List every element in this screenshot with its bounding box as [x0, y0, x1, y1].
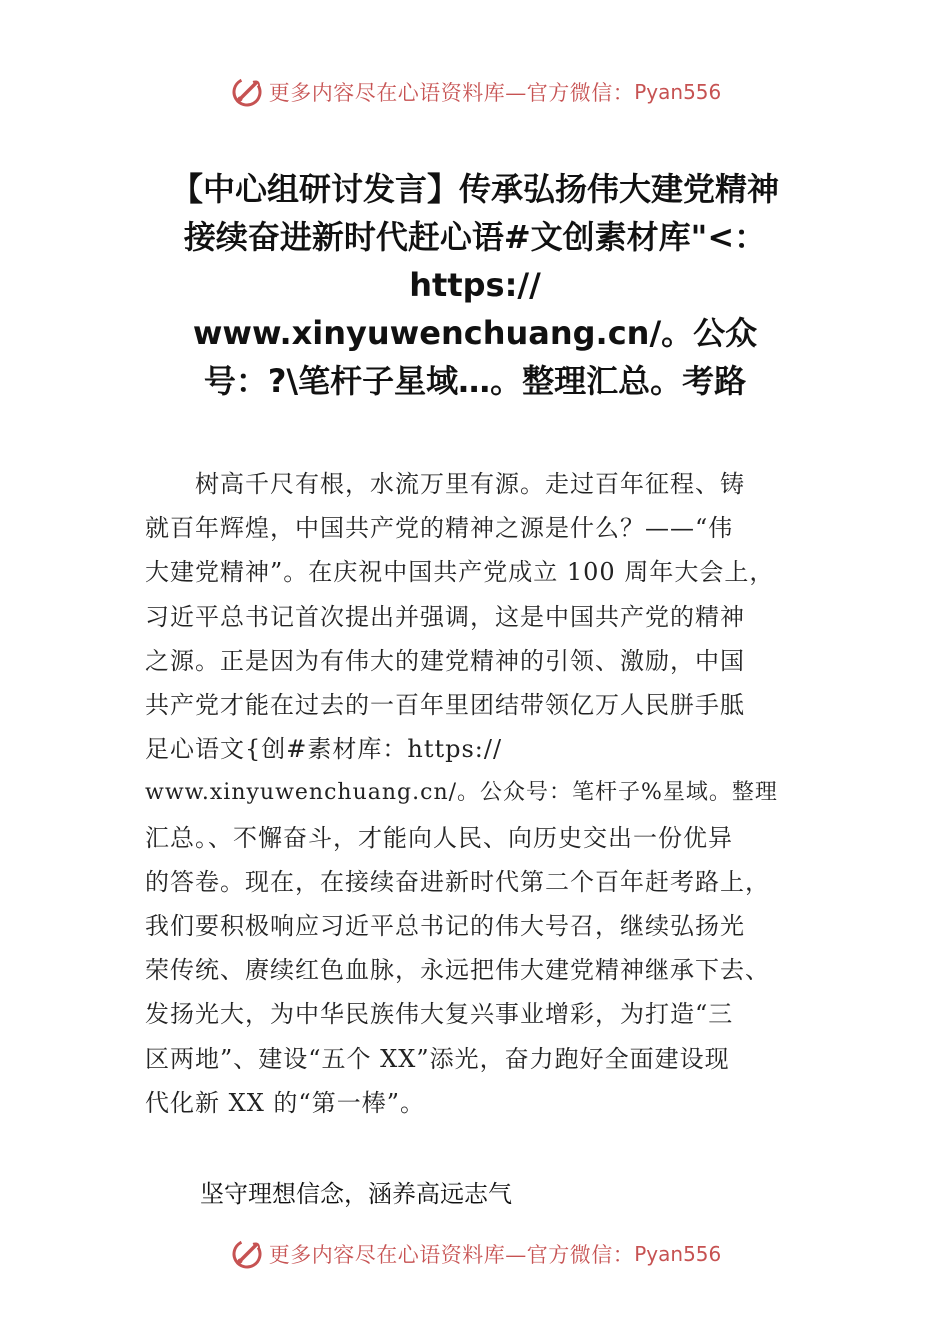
- title-line: https://: [409, 266, 541, 304]
- paragraph-line: 之源。正是因为有伟大的建党精神的引领、激励，中国: [145, 646, 745, 675]
- title-line: 接续奋进新时代赶心语#文创素材库"<：: [183, 218, 767, 256]
- document-title: [120, 165, 830, 405]
- paragraph-line: 我们要积极响应习近平总书记的伟大号召，继续弘扬光: [145, 912, 745, 941]
- title-line: 【中心组研讨发言】传承弘扬伟大建党精神: [170, 170, 779, 208]
- brush-circle-logo-icon: [229, 1236, 265, 1272]
- footer-watermark: [0, 1232, 950, 1276]
- paragraph-line: 足心语文{创#素材库：https://: [145, 735, 503, 764]
- intro-paragraph: [145, 462, 825, 1125]
- title-line: 号：?\笔杆子星域…。整理汇总。考路: [203, 362, 747, 400]
- paragraph-line: www.xinyuwenchuang.cn/。公众号：笔杆子%星域。整理: [145, 780, 778, 806]
- paragraph-line: 就百年辉煌，中国共产党的精神之源是什么？——“伟: [145, 514, 734, 543]
- paragraph-line: 区两地”、建设“五个 XX”添光，奋力跑好全面建设现: [145, 1044, 730, 1073]
- paragraph-line: 共产党才能在过去的一百年里团结带领亿万人民胼手胝: [145, 691, 745, 720]
- title-line: www.xinyuwenchuang.cn/。公众: [192, 314, 758, 352]
- paragraph-line: 代化新 XX 的“第一棒”。: [145, 1088, 425, 1117]
- paragraph-line: 发扬光大，为中华民族伟大复兴事业增彩，为打造“三: [145, 1000, 734, 1029]
- paragraph-line: 的答卷。现在，在接续奋进新时代第二个百年赶考路上，: [145, 867, 770, 896]
- header-watermark: [0, 70, 950, 114]
- brush-circle-logo-icon: [229, 74, 265, 110]
- paragraph-line: 树高千尺有根，水流万里有源。走过百年征程、铸: [145, 470, 745, 498]
- paragraph-line: 汇总。、不懈奋斗，才能向人民、向历史交出一份优异: [145, 823, 733, 852]
- watermark-text: 更多内容尽在心语资料库—官方微信：: [268, 81, 635, 105]
- paragraph-line: 大建党精神”。在庆祝中国共产党成立 100 周年大会上，: [145, 558, 775, 587]
- section-heading: 坚守理想信念，涵养高远志气: [200, 1180, 512, 1208]
- watermark-wechat-id: Pyan556: [634, 1242, 722, 1266]
- watermark-wechat-id: Pyan556: [634, 80, 722, 104]
- paragraph-line: 荣传统、赓续红色血脉，永远把伟大建党精神继承下去、: [145, 956, 770, 985]
- watermark-text: 更多内容尽在心语资料库—官方微信：: [268, 1243, 635, 1267]
- paragraph-line: 习近平总书记首次提出并强调，这是中国共产党的精神: [145, 602, 745, 631]
